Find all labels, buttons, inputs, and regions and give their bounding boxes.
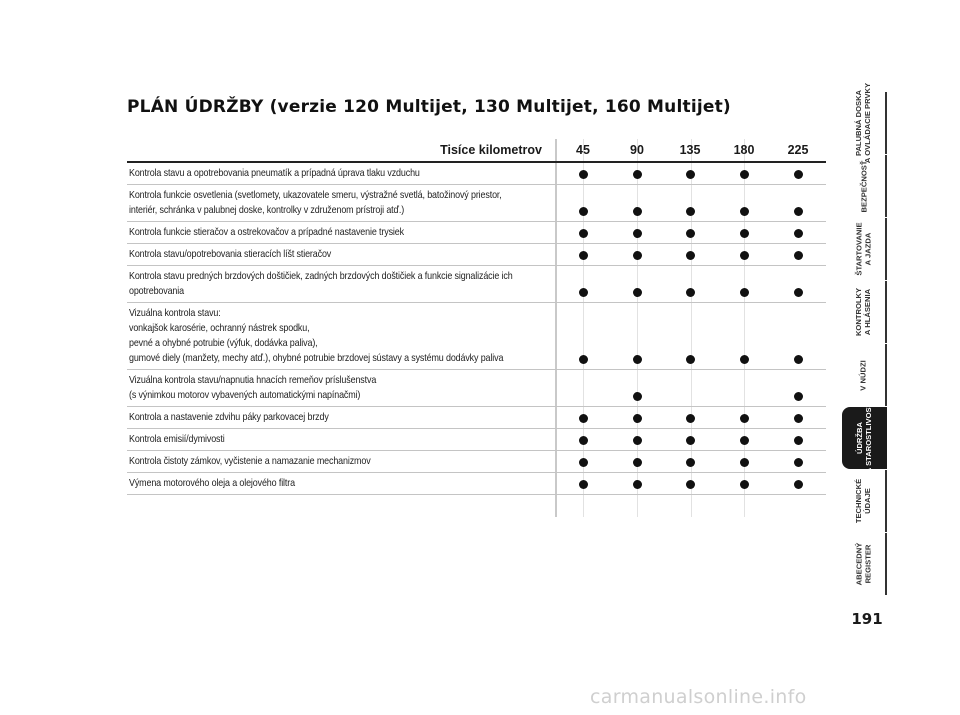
service-dot-90 bbox=[633, 207, 642, 216]
service-dot-225 bbox=[794, 288, 803, 297]
service-dot-225 bbox=[794, 480, 803, 489]
service-dot-90 bbox=[633, 392, 642, 401]
service-dot-90 bbox=[633, 170, 642, 179]
chapter-tab-label bbox=[859, 360, 868, 390]
service-dot-45 bbox=[579, 414, 588, 423]
chapter-tab-label-line: BEZPEČNOSŤ bbox=[859, 160, 868, 212]
service-dot-45 bbox=[579, 480, 588, 489]
maintenance-table bbox=[127, 139, 826, 495]
chapter-tab-label bbox=[855, 479, 873, 523]
service-dot-225 bbox=[794, 392, 803, 401]
chapter-tab-4[interactable] bbox=[842, 281, 887, 343]
row-description bbox=[127, 303, 547, 369]
km-header-label: Tisíce kilometrov bbox=[440, 143, 542, 157]
service-dot-180 bbox=[740, 288, 749, 297]
table-row bbox=[127, 451, 826, 473]
service-dot-45 bbox=[579, 458, 588, 467]
row-text-line: Vizuálna kontrola stavu: bbox=[129, 308, 221, 319]
row-text-line: Kontrola funkcie stieračov a ostrekovačov a prípadné nastavenie trysiek bbox=[129, 227, 404, 238]
service-dot-90 bbox=[633, 480, 642, 489]
page-number: 191 bbox=[851, 610, 883, 628]
table-row bbox=[127, 163, 826, 185]
service-dot-45 bbox=[579, 229, 588, 238]
chapter-tab-label-line: V NÚDZI bbox=[859, 359, 868, 391]
chapter-tab-label-line: PALUBNÁ DOSKA bbox=[854, 89, 864, 157]
service-dot-135 bbox=[686, 355, 695, 364]
table-row bbox=[127, 370, 826, 407]
service-dot-180 bbox=[740, 229, 749, 238]
chapter-tab-7[interactable] bbox=[842, 470, 887, 532]
row-description bbox=[127, 244, 547, 265]
table-row bbox=[127, 407, 826, 429]
service-dot-135 bbox=[686, 414, 695, 423]
service-dot-225 bbox=[794, 251, 803, 260]
row-description bbox=[127, 370, 547, 406]
service-dot-180 bbox=[740, 170, 749, 179]
service-dot-225 bbox=[794, 355, 803, 364]
chapter-tab-label bbox=[855, 543, 873, 586]
km-column-90: 90 bbox=[630, 143, 644, 157]
service-dot-225 bbox=[794, 458, 803, 467]
chapter-tab-label-line: A STAROSTLIVOSŤ bbox=[864, 402, 874, 474]
chapter-tab-label bbox=[855, 83, 873, 163]
chapter-tab-label bbox=[855, 222, 873, 275]
service-dot-45 bbox=[579, 436, 588, 445]
service-dot-45 bbox=[579, 251, 588, 260]
row-text-line: Vizuálna kontrola stavu/napnutia hnacích remeňov príslušenstva bbox=[129, 375, 377, 386]
chapter-tab-5[interactable] bbox=[842, 344, 887, 406]
chapter-tab-label-line: ÚDRŽBA bbox=[855, 421, 865, 455]
service-dot-180 bbox=[740, 414, 749, 423]
row-description bbox=[127, 451, 547, 472]
row-description bbox=[127, 163, 547, 184]
row-description bbox=[127, 266, 547, 302]
service-dot-135 bbox=[686, 480, 695, 489]
row-text-line: gumové diely (manžety, mechy atď.), ohybné potrubie brzdovej sústavy a systému dodávky paliva bbox=[129, 353, 504, 364]
chapter-tab-label-line: A JAZDA bbox=[863, 232, 873, 266]
row-description bbox=[127, 429, 547, 450]
service-dot-90 bbox=[633, 288, 642, 297]
chapter-tab-3[interactable] bbox=[842, 218, 887, 280]
row-text-line: Kontrola stavu/opotrebovania stieracích líšt stieračov bbox=[129, 249, 332, 260]
row-text-line: Výmena motorového oleja a olejového filtra bbox=[129, 478, 295, 489]
service-dot-225 bbox=[794, 207, 803, 216]
row-text-line: Kontrola stavu predných brzdových doštičiek, zadných brzdových doštičiek a funkcie signalizácie ich bbox=[129, 271, 513, 282]
chapter-tab-label-line: ABECEDNÝ bbox=[854, 542, 864, 586]
service-dot-180 bbox=[740, 436, 749, 445]
service-dot-135 bbox=[686, 229, 695, 238]
row-text-line: Kontrola a nastavenie zdvihu páky parkovacej brzdy bbox=[129, 412, 329, 423]
service-dot-90 bbox=[633, 251, 642, 260]
row-text-line: (s výnimkou motorov vybavených automatickými napínačmi) bbox=[129, 390, 361, 401]
table-row bbox=[127, 244, 826, 266]
service-dot-135 bbox=[686, 170, 695, 179]
service-dot-90 bbox=[633, 436, 642, 445]
service-dot-135 bbox=[686, 251, 695, 260]
km-column-225: 225 bbox=[787, 143, 809, 157]
watermark: carmanualsonline.info bbox=[590, 686, 807, 708]
service-dot-180 bbox=[740, 207, 749, 216]
table-row bbox=[127, 222, 826, 244]
service-dot-180 bbox=[740, 458, 749, 467]
row-description bbox=[127, 222, 547, 243]
service-dot-135 bbox=[686, 207, 695, 216]
chapter-tab-2[interactable] bbox=[842, 155, 887, 217]
table-row bbox=[127, 429, 826, 451]
km-column-135: 135 bbox=[679, 143, 701, 157]
service-dot-135 bbox=[686, 458, 695, 467]
chapter-tab-1[interactable] bbox=[842, 82, 887, 164]
service-dot-180 bbox=[740, 251, 749, 260]
chapter-tab-8[interactable] bbox=[842, 533, 887, 595]
service-dot-135 bbox=[686, 288, 695, 297]
service-dot-225 bbox=[794, 170, 803, 179]
chapter-tab-label-line: A OVLÁDACIE PRVKY bbox=[863, 82, 873, 164]
service-dot-45 bbox=[579, 207, 588, 216]
chapter-tab-6[interactable] bbox=[842, 402, 887, 474]
table-row bbox=[127, 473, 826, 495]
table-body bbox=[127, 163, 826, 495]
service-dot-90 bbox=[633, 355, 642, 364]
row-text-line: Kontrola stavu a opotrebovania pneumatík a prípadná úprava tlaku vzduchu bbox=[129, 168, 420, 179]
km-column-180: 180 bbox=[733, 143, 755, 157]
row-description bbox=[127, 407, 547, 428]
chapter-tab-label bbox=[859, 160, 868, 212]
row-text-line: interiér, schránka v palubnej doske, kontrolky v združenom prístroji atď.) bbox=[129, 205, 405, 216]
row-text-line: Kontrola čistoty zámkov, vyčistenie a namazanie mechanizmov bbox=[129, 456, 371, 467]
service-dot-225 bbox=[794, 414, 803, 423]
row-text-line: vonkajšok karosérie, ochranný nástrek spodku, bbox=[129, 323, 310, 334]
page-title: PLÁN ÚDRŽBY (verzie 120 Multijet, 130 Multijet, 160 Multijet) bbox=[127, 97, 731, 117]
service-dot-90 bbox=[633, 458, 642, 467]
row-description bbox=[127, 473, 547, 494]
service-dot-90 bbox=[633, 414, 642, 423]
row-text-line: pevné a ohybné potrubie (výfuk, dodávka paliva), bbox=[129, 338, 318, 349]
service-dot-135 bbox=[686, 436, 695, 445]
row-text-line: Kontrola funkcie osvetlenia (svetlomety, ukazovatele smeru, výstražné svetlá, batožinový priestor, bbox=[129, 190, 502, 201]
row-description bbox=[127, 185, 547, 221]
row-text-line: opotrebovania bbox=[129, 286, 184, 297]
chapter-tab-label-line: ŠTARTOVANIE bbox=[854, 222, 864, 276]
chapter-tab-label-line: KONTROLKY bbox=[854, 287, 864, 337]
chapter-tab-label bbox=[856, 403, 874, 473]
table-row bbox=[127, 185, 826, 222]
chapter-tab-label-line: ÚDAJE bbox=[863, 488, 873, 514]
service-dot-45 bbox=[579, 355, 588, 364]
chapter-tab-label-line: REGISTER bbox=[863, 544, 873, 584]
row-text-line: Kontrola emisií/dymivosti bbox=[129, 434, 225, 445]
km-column-45: 45 bbox=[576, 143, 590, 157]
table-row bbox=[127, 303, 826, 370]
service-dot-225 bbox=[794, 436, 803, 445]
service-dot-225 bbox=[794, 229, 803, 238]
service-dot-180 bbox=[740, 355, 749, 364]
chapter-tab-label-line: A HLÁSENIA bbox=[863, 288, 873, 336]
service-dot-180 bbox=[740, 480, 749, 489]
table-row bbox=[127, 266, 826, 303]
service-dot-90 bbox=[633, 229, 642, 238]
service-dot-45 bbox=[579, 170, 588, 179]
service-dot-45 bbox=[579, 288, 588, 297]
chapter-tab-label-line: TECHNICKÉ bbox=[854, 478, 864, 524]
table-header bbox=[127, 139, 826, 163]
chapter-tab-label bbox=[855, 288, 873, 336]
